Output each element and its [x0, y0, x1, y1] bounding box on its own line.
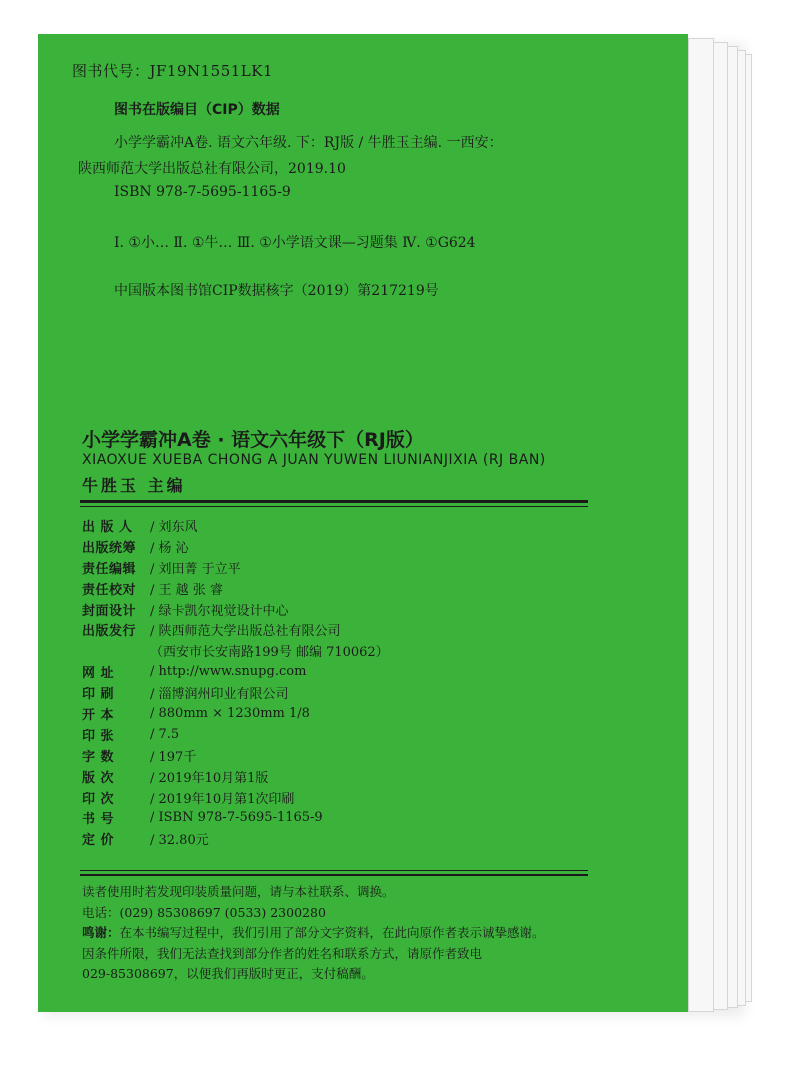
credit-row [82, 619, 582, 640]
thanks-note-cont: 029-85308697，以便我们再版时更正，支付稿酬。 [82, 966, 374, 981]
credit-value: （西安市长安南路199号 邮编 710062） [150, 645, 389, 661]
credit-label: 出版发行 [82, 624, 137, 640]
credit-row [82, 640, 582, 661]
credit-label: 字 数 [82, 749, 115, 765]
thanks-note [82, 923, 545, 944]
credit-label: 印 刷 [82, 687, 115, 703]
credit-row [82, 745, 582, 766]
credit-row [82, 703, 582, 724]
quality-note: 读者使用时若发现印装质量问题，请与本社联系、调换。 [82, 884, 395, 899]
credit-label: 开 本 [82, 707, 115, 723]
reader-notes [82, 882, 545, 985]
book-author: 牛胜玉 主编 [82, 476, 186, 495]
credit-value: / 王 越 张 睿 [150, 582, 223, 598]
credits-list [82, 515, 582, 849]
book-title: 小学学霸冲A卷 · 语文六年级下（RJ版） [82, 429, 424, 451]
book-code: 图书代号：JF19N1551LK1 [72, 62, 274, 80]
cip-title: 图书在版编目（CIP）数据 [114, 102, 280, 118]
credit-label: 出版统筹 [82, 540, 137, 556]
credit-value: / 2019年10月第1版 [150, 770, 269, 786]
credit-label: 书 号 [82, 812, 115, 828]
phone-numbers: 电话：(029) 85308697 (0533) 2300280 [82, 904, 326, 920]
divider [80, 874, 588, 876]
credit-row [82, 515, 582, 536]
credit-value: / 淄博润州印业有限公司 [150, 687, 289, 703]
credit-row [82, 724, 582, 745]
credit-label: 出 版 人 [82, 519, 133, 535]
credit-label: 定 价 [82, 833, 115, 849]
credit-value: / ISBN 978-7-5695-1165-9 [150, 810, 323, 826]
credit-label: 责任校对 [82, 582, 137, 598]
credit-row [82, 682, 582, 703]
credit-label: 印 次 [82, 791, 115, 807]
credit-value: / 880mm × 1230mm 1/8 [150, 705, 310, 721]
book-pinyin: XIAOXUE XUEBA CHONG A JUAN YUWEN LIUNIANJIXIA (RJ BAN) [82, 452, 546, 468]
cip-classification: Ⅰ. ①小… Ⅱ. ①牛… Ⅲ. ①小学语文课—习题集 Ⅳ. ①G624 [114, 235, 476, 251]
credit-row [82, 828, 582, 849]
thanks-note-cont: 因条件所限，我们无法查找到部分作者的姓名和联系方式，请原作者致电 [82, 945, 483, 961]
credit-value: / 32.80元 [150, 833, 209, 849]
credit-value: / 绿卡凯尔视觉设计中心 [150, 603, 289, 619]
credit-value: / 刘田菁 于立平 [150, 561, 241, 577]
credit-row [82, 661, 582, 682]
thanks-label: 鸣谢： [82, 925, 120, 940]
credit-value: / 2019年10月第1次印刷 [150, 791, 295, 807]
divider [80, 500, 588, 503]
credit-row [82, 536, 582, 557]
credit-row [82, 578, 582, 599]
credit-label: 版 次 [82, 770, 115, 786]
thanks-text: 在本书编写过程中，我们引用了部分文字资料，在此向原作者表示诚挚感谢。 [119, 925, 545, 940]
divider [80, 506, 588, 507]
credit-value: / 197千 [150, 749, 197, 765]
credit-value: / 陕西师范大学出版总社有限公司 [150, 624, 341, 640]
page-edge [688, 38, 714, 1012]
credit-label: 网 址 [82, 666, 115, 682]
credit-label: 封面设计 [82, 603, 137, 619]
credit-row [82, 807, 582, 828]
credit-label: 印 张 [82, 728, 115, 744]
credit-value: / 杨 沁 [150, 540, 189, 556]
cip-line: 小学学霸冲A卷. 语文六年级. 下：RJ版 / 牛胜玉主编. 一西安： [114, 135, 503, 151]
cip-line: 陕西师范大学出版总社有限公司，2019.10 [78, 161, 346, 177]
divider [80, 870, 588, 871]
credit-value: / 刘东风 [150, 519, 198, 535]
credit-row [82, 787, 582, 808]
credit-row [82, 599, 582, 620]
cip-isbn: ISBN 978-7-5695-1165-9 [114, 184, 291, 200]
credit-row [82, 766, 582, 787]
cip-check-number: 中国版本图书馆CIP数据核字（2019）第217219号 [114, 283, 439, 299]
credit-label: 责任编辑 [82, 561, 137, 577]
credit-value: / 7.5 [150, 726, 180, 742]
credit-value: / http://www.snupg.com [150, 664, 307, 680]
credit-row [82, 557, 582, 578]
